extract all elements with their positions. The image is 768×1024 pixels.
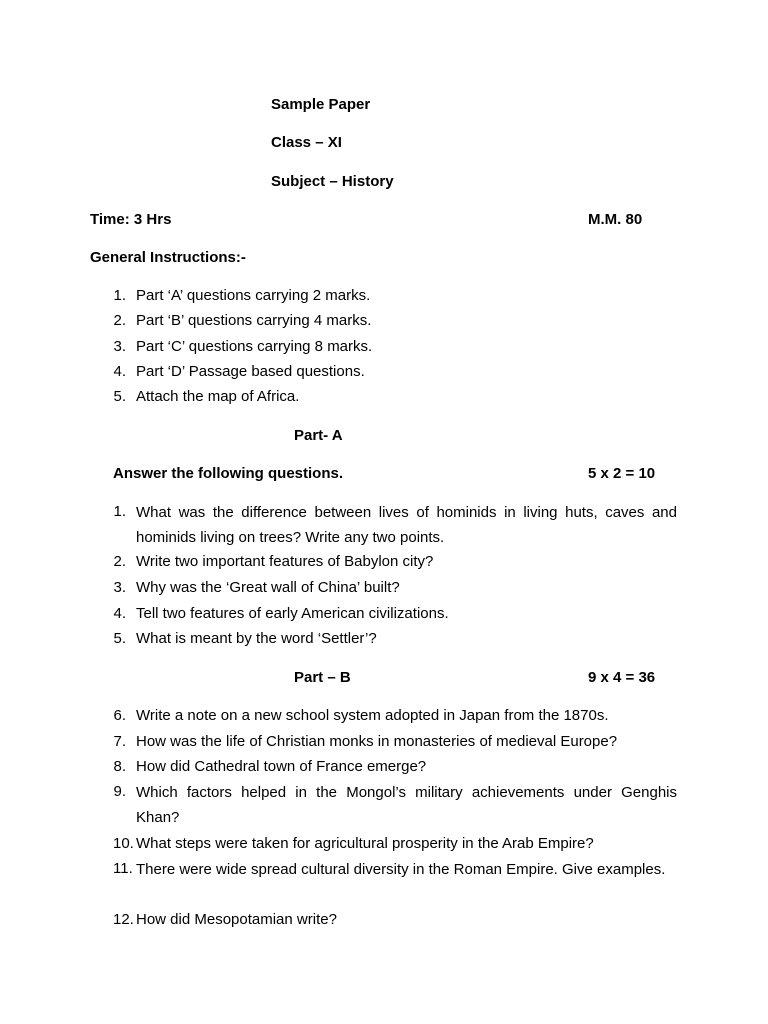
max-marks-label: M.M. 80 <box>588 211 643 228</box>
question-number: 10. <box>113 835 134 852</box>
question-text: What steps were taken for agricultural prosperity in the Arab Empire? <box>136 835 594 852</box>
instruction-text: Attach the map of Africa. <box>136 388 300 405</box>
question-text: How did Mesopotamian write? <box>136 911 337 928</box>
question-number: 12. <box>113 911 134 928</box>
question-number: 5. <box>113 630 126 647</box>
class-label: Class – XI <box>271 134 342 151</box>
question-number: 4. <box>113 605 126 622</box>
part-b-heading: Part – B <box>294 669 351 686</box>
part-b-marks: 9 x 4 = 36 <box>588 669 656 686</box>
question-text: Why was the ‘Great wall of China’ built? <box>136 579 400 596</box>
question-text: There were wide spread cultural diversity in the Roman Empire. Give examples. <box>136 861 666 878</box>
question-number: 2. <box>113 553 126 570</box>
question-number: 6. <box>113 707 126 724</box>
instruction-text: Part ‘A’ questions carrying 2 marks. <box>136 287 371 304</box>
instructions-heading: General Instructions:- <box>90 249 246 266</box>
part-a-prompt: Answer the following questions. <box>113 465 344 482</box>
question-number: 1. <box>113 503 126 520</box>
question-number: 11. <box>113 860 133 877</box>
part-a-heading: Part- A <box>294 427 343 444</box>
part-a-marks: 5 x 2 = 10 <box>588 465 656 482</box>
question-text: What was the difference between lives of hominids in living huts, caves and hominids living on trees? Write any two points. <box>136 504 677 546</box>
instruction-number: 1. <box>113 287 126 304</box>
subject-label: Subject – History <box>271 173 394 190</box>
question-text: Which factors helped in the Mongol’s military achievements under Genghis Khan? <box>136 784 677 826</box>
instruction-text: Part ‘C’ questions carrying 8 marks. <box>136 338 373 355</box>
instruction-number: 5. <box>113 388 126 405</box>
question-number: 9. <box>113 783 126 800</box>
instruction-text: Part ‘D’ Passage based questions. <box>136 363 365 380</box>
instruction-text: Part ‘B’ questions carrying 4 marks. <box>136 312 372 329</box>
question-number: 3. <box>113 579 126 596</box>
question-number: 7. <box>113 733 126 750</box>
question-text: What is meant by the word ‘Settler’? <box>136 630 377 647</box>
question-text: Tell two features of early American civilizations. <box>136 605 449 622</box>
question-text: How did Cathedral town of France emerge? <box>136 758 427 775</box>
instruction-number: 4. <box>113 363 126 380</box>
question-number: 8. <box>113 758 126 775</box>
question-text: How was the life of Christian monks in monasteries of medieval Europe? <box>136 733 618 750</box>
instruction-number: 3. <box>113 338 126 355</box>
question-text: Write two important features of Babylon city? <box>136 553 434 570</box>
paper-title: Sample Paper <box>271 96 371 113</box>
instruction-number: 2. <box>113 312 126 329</box>
question-text: Write a note on a new school system adopted in Japan from the 1870s. <box>136 707 609 724</box>
time-label: Time: 3 Hrs <box>90 211 172 228</box>
